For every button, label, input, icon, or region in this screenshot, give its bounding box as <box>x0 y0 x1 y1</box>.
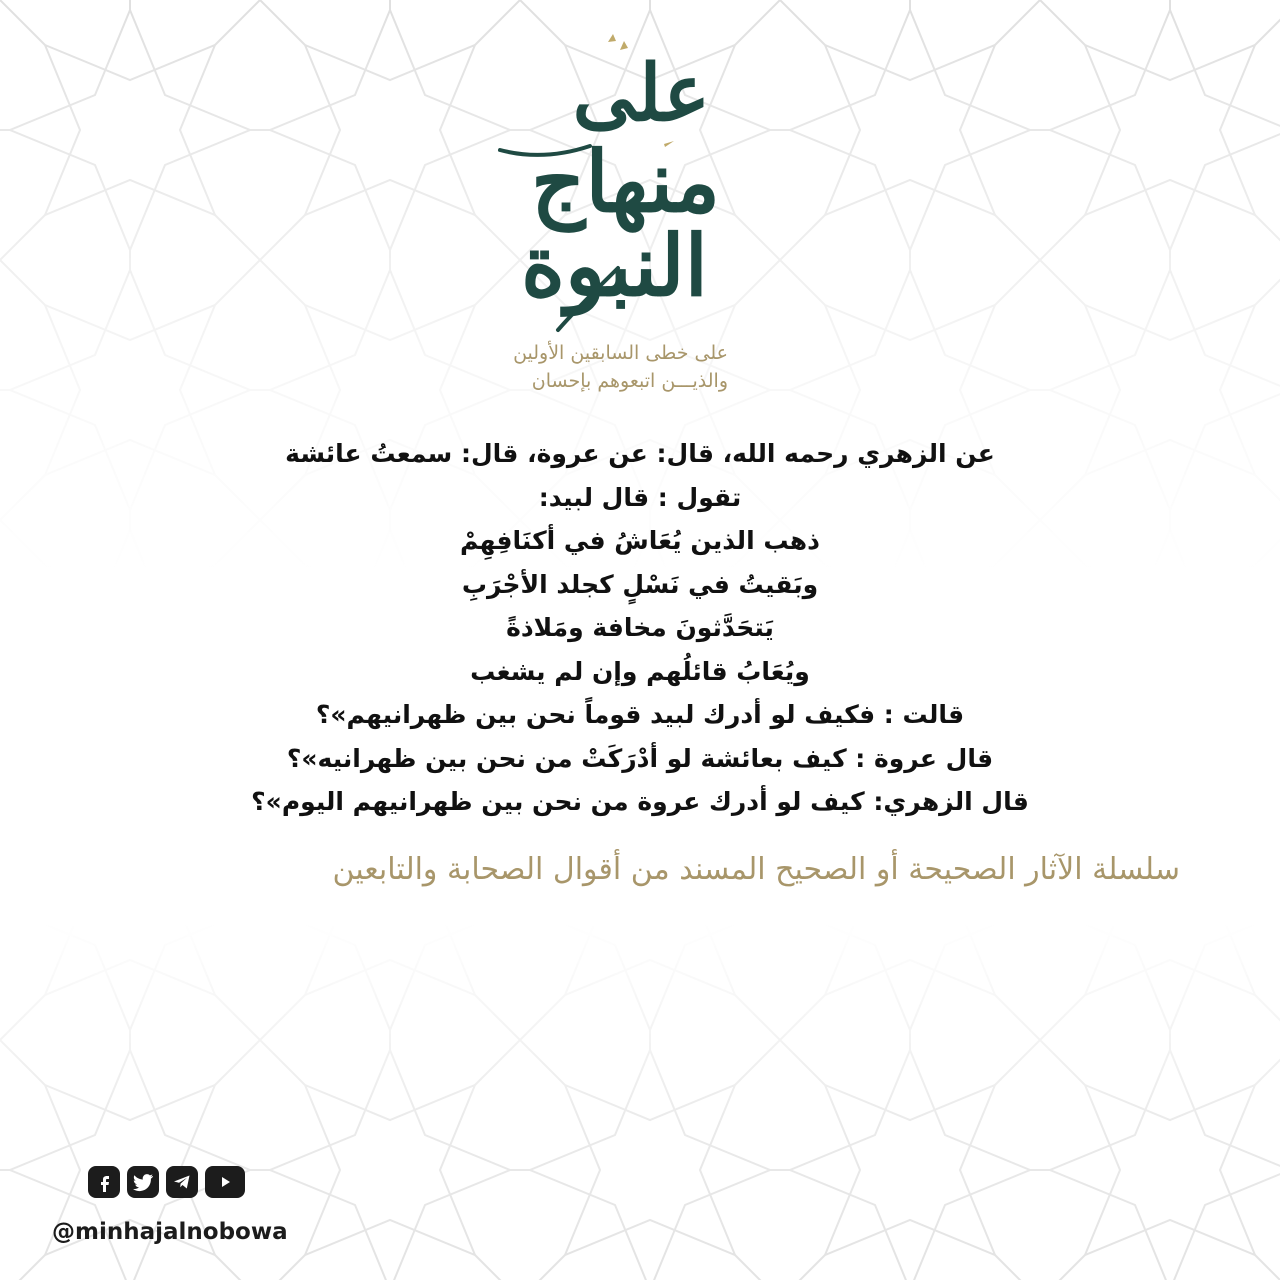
facebook-icon[interactable] <box>88 1166 120 1198</box>
quote-line: يَتحَدَّثونَ مخافة ومَلاذةً <box>506 613 774 642</box>
quote-line: وبَقيتُ في نَسْلٍ كجلد الأجْرَبِ <box>461 569 819 599</box>
logo-tagline-2: والذيـــن اتبعوهم بإحسان <box>531 370 728 392</box>
logo-word-1: على <box>572 48 710 139</box>
quote-line: قال عروة : كيف بعائشة لو أدْرَكَتْ من نحن بين ظهرانيه»؟ <box>286 743 994 773</box>
brand-logo <box>480 20 780 420</box>
quote-line: ذهب الذين يُعَاشُ في أكنَافِهِمْ <box>460 526 820 555</box>
quote-line: قالت : فكيف لو أدرك لبيد قوماً نحن بين ظهرانيهم»؟ <box>315 700 965 729</box>
logo-word-3: النبوة <box>520 216 708 315</box>
quote-text <box>180 432 1100 824</box>
logo-word-2: منهاج <box>531 132 720 231</box>
youtube-icon[interactable] <box>205 1166 245 1198</box>
twitter-icon[interactable] <box>127 1166 159 1198</box>
social-handle: @minhajalnobowa <box>52 1219 288 1245</box>
quote-line: ويُعَابُ قائلُهم وإن لم يشغب <box>470 656 810 686</box>
logo-tagline-1: على خطى السابقين الأولين <box>513 342 728 364</box>
social-links <box>88 1166 245 1198</box>
quote-line: قال الزهري: كيف لو أدرك عروة من نحن بين ظهرانيهم اليوم»؟ <box>251 787 1029 816</box>
quote-line: تقول : قال لبيد: <box>538 482 742 512</box>
telegram-icon[interactable] <box>166 1166 198 1198</box>
quote-line: عن الزهري رحمه الله، قال: عن عروة، قال: سمعتُ عائشة <box>285 439 995 468</box>
series-title: سلسلة الآثار الصحيحة أو الصحيح المسند من أقوال الصحابة والتابعين <box>332 852 1180 887</box>
